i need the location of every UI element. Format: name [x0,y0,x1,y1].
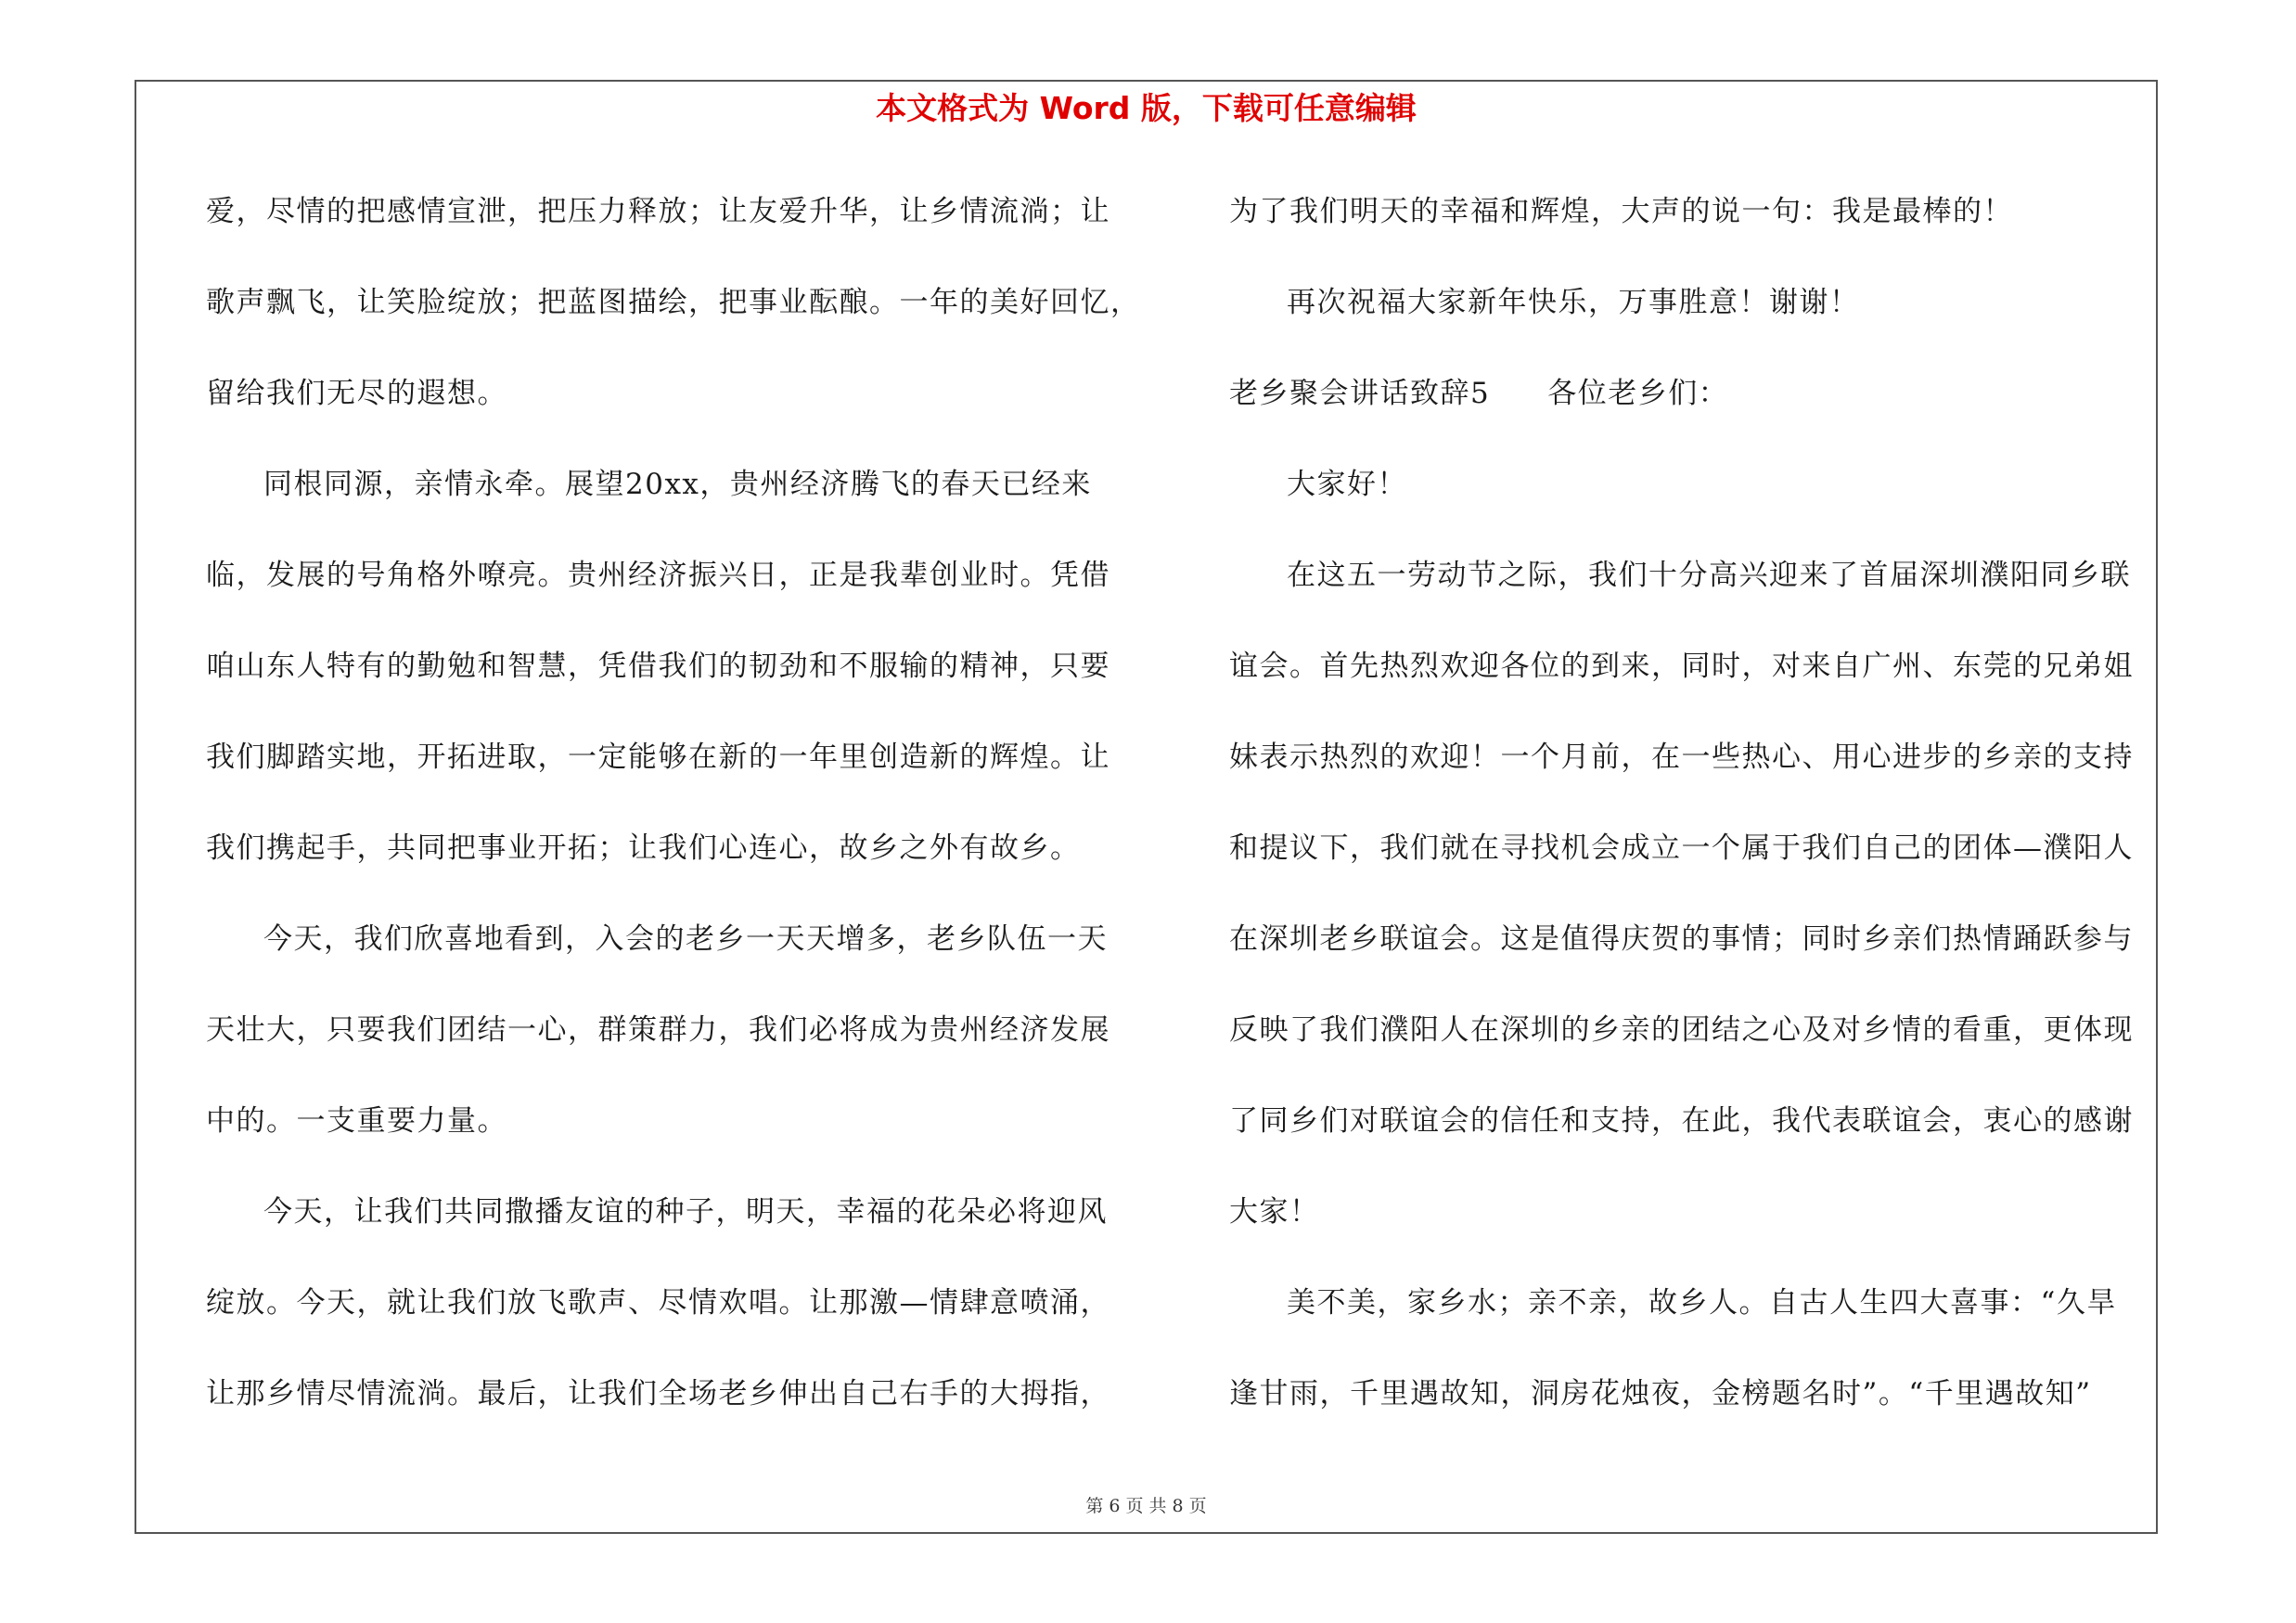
text-line: 妹表示热烈的欢迎！一个月前，在一些热心、用心进步的乡亲的支持 [1229,741,2134,774]
text-line: 了同乡们对联谊会的信任和支持，在此，我代表联谊会，衷心的感谢 [1229,1104,2134,1138]
text-line: 大家好！ [1287,468,1407,501]
left-column [206,182,1169,1455]
text-line: 中的。一支重要力量。 [206,1104,507,1138]
text-line: 我们携起手，共同把事业开拓；让我们心连心，故乡之外有故乡。 [206,831,1081,865]
text-line: 天壮大，只要我们团结一心，群策群力，我们必将成为贵州经济发展 [206,1013,1110,1047]
right-column [1229,182,2157,1455]
text-line: 谊会。首先热烈欢迎各位的到来，同时，对来自广州、东莞的兄弟姐 [1229,650,2134,683]
section-heading [1229,364,2157,455]
text-line: 在这五一劳动节之际，我们十分高兴迎来了首届深圳濮阳同乡联 [1287,559,2131,592]
page-number: 第 6 页 共 8 页 [1085,1496,1207,1516]
text-line: 留给我们无尽的遐想。 [206,377,507,410]
text-line: 爱，尽情的把感情宣泄，把压力释放；让友爱升华，让乡情流淌；让 [206,195,1110,228]
speech-salutation: 各位老乡们： [1547,377,1729,410]
speech-title: 老乡聚会讲话致辞5 [1229,377,1491,410]
text-line: 大家！ [1229,1195,1320,1229]
format-banner: 本文格式为 Word 版，下载可任意编辑 [876,90,1417,126]
text-line: 咱山东人特有的勤勉和智慧，凭借我们的韧劲和不服输的精神，只要 [206,650,1110,683]
text-line: 绽放。今天，就让我们放飞歌声、尽情欢唱。让那激—情肆意喷涌， [206,1286,1110,1320]
text-line: 同根同源，亲情永牵。展望20xx，贵州经济腾飞的春天已经来 [263,468,1092,501]
text-line: 今天，我们欣喜地看到，入会的老乡一天天增多，老乡队伍一天 [263,922,1108,956]
text-line: 再次祝福大家新年快乐，万事胜意！谢谢！ [1287,286,1860,319]
text-line: 和提议下，我们就在寻找机会成立一个属于我们自己的团体—濮阳人 [1229,831,2134,865]
text-line: 今天，让我们共同撒播友谊的种子，明天，幸福的花朵必将迎风 [263,1195,1108,1229]
text-line: 为了我们明天的幸福和辉煌，大声的说一句：我是最棒的！ [1229,195,2013,228]
text-line: 临，发展的号角格外嘹亮。贵州经济振兴日，正是我辈创业时。凭借 [206,559,1110,592]
text-line: 歌声飘飞，让笑脸绽放；把蓝图描绘，把事业酝酿。一年的美好回忆， [206,286,1141,319]
text-line: 让那乡情尽情流淌。最后，让我们全场老乡伸出自己右手的大拇指， [206,1377,1110,1410]
text-line: 逢甘雨，千里遇故知，洞房花烛夜，金榜题名时”。“千里遇故知” [1229,1377,2092,1410]
text-line: 在深圳老乡联谊会。这是值得庆贺的事情；同时乡亲们热情踊跃参与 [1229,922,2134,956]
text-line: 反映了我们濮阳人在深圳的乡亲的团结之心及对乡情的看重，更体现 [1229,1013,2134,1047]
text-line: 美不美，家乡水；亲不亲，故乡人。自古人生四大喜事：“久旱 [1287,1286,2117,1320]
text-line: 我们脚踏实地，开拓进取，一定能够在新的一年里创造新的辉煌。让 [206,741,1110,774]
